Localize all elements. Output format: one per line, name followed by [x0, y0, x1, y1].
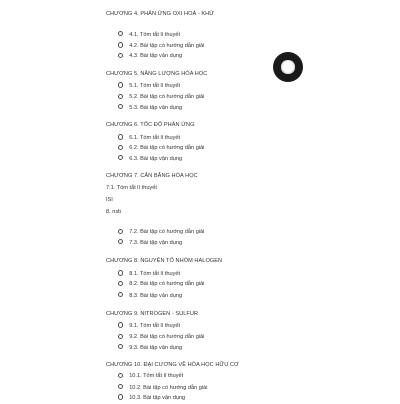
toc-item-label: CHƯƠNG 8. NGUYÊN TỐ NHÓM HALOGEN	[106, 258, 223, 265]
toc-item-label: CHƯƠNG 9. NITROGEN - SULFUR	[106, 311, 199, 317]
circle-bullet-icon	[118, 394, 123, 399]
circle-bullet-icon	[118, 94, 123, 99]
toc-chapter-link[interactable]	[106, 255, 400, 267]
toc-item-label: 8.2. Bài tập có hướng dẫn giải	[129, 281, 205, 288]
toc-section-link[interactable]	[118, 342, 400, 354]
circle-bullet-icon	[118, 145, 123, 150]
toc-item-label: 9.2. Bài tập có hướng dẫn giải	[129, 334, 205, 341]
toc-chapter-link[interactable]	[106, 8, 400, 20]
toc-item-label: 7.1. Tóm tắt lí thuyết	[106, 185, 157, 192]
toc-text[interactable]	[106, 206, 400, 218]
toc-section-link[interactable]	[118, 50, 400, 62]
toc-item-label: 5.2. Bài tập có hướng dẫn giải	[129, 94, 205, 101]
circle-bullet-icon	[118, 155, 123, 160]
toc-item-label: 10.1. Tóm tắt lí thuyết	[129, 373, 184, 380]
circle-bullet-icon	[118, 239, 123, 244]
toc-section-link[interactable]	[118, 237, 400, 249]
toc-section-link[interactable]	[118, 278, 400, 290]
circle-bullet-icon	[118, 322, 123, 327]
circle-bullet-icon	[118, 384, 123, 389]
toc-section-link[interactable]	[118, 153, 400, 165]
circle-bullet-icon	[118, 42, 123, 47]
toc-item-label: 6.3. Bài tập vận dụng	[129, 155, 183, 162]
circle-bullet-icon	[118, 104, 123, 109]
toc-item-label: 7.2. Bài tập có hướng dẫn giải	[129, 229, 205, 236]
toc-item-label: CHƯƠNG 10. ĐẠI CƯƠNG VỀ HÓA HỌC HỮU CƠ	[106, 362, 239, 369]
toc-chapter-link[interactable]	[106, 68, 400, 80]
circle-bullet-icon	[118, 82, 123, 87]
toc-item-label: CHƯƠNG 7. CÂN BẰNG HÓA HỌC	[106, 173, 198, 180]
toc-item-label: 4.2. Bài tập có hướng dẫn giải	[129, 43, 205, 49]
toc-item-label: 6.1. Tóm tắt lí thuyết	[129, 135, 181, 141]
toc-item-label: 5.1. Tóm tắt lí thuyết	[129, 83, 181, 89]
toc-item-label: 9.1. Tóm tắt lí thuyết	[129, 323, 181, 329]
toc-item-label: 4.3. Bài tập vận dụng	[129, 53, 183, 60]
toc-item-label: 4.1. Tóm tắt lí thuyết	[129, 31, 181, 38]
toc-section-link[interactable]	[118, 370, 400, 382]
toc-item-label: CHƯƠNG 6. TỐC ĐỘ PHẢN ỨNG	[106, 122, 195, 129]
circle-bullet-icon	[118, 373, 123, 378]
toc-item-label: 10.3. Bài tập vận dụng	[129, 395, 186, 401]
toc-section-link[interactable]	[118, 102, 400, 114]
toc-section-link[interactable]	[118, 290, 400, 302]
toc-item-label: 7.3. Bài tập vận dụng	[129, 239, 183, 246]
toc-item-label: 5.3. Bài tập vận dụng	[129, 104, 183, 111]
toc-text[interactable]	[106, 182, 400, 194]
toc-section-link[interactable]	[118, 392, 400, 404]
toc-section-link[interactable]	[118, 80, 400, 92]
toc-item-label: 8.1. Tóm tắt lí thuyết	[129, 271, 181, 277]
toc-item-label: ISI	[106, 196, 113, 203]
toc-section-link[interactable]	[118, 320, 400, 332]
circle-bullet-icon	[118, 229, 123, 234]
circle-bullet-icon	[118, 134, 123, 139]
circle-bullet-icon	[118, 31, 123, 36]
toc-chapter-link[interactable]	[106, 308, 400, 320]
toc-item-label: 10.2. Bài tập có hướng dẫn giải	[129, 384, 208, 391]
circle-bullet-icon	[118, 270, 123, 275]
toc-chapter-link[interactable]	[106, 359, 400, 371]
toc-item-label: 8.3. Bài tập vận dụng	[129, 292, 183, 299]
toc-item-label: 8. nsb	[106, 208, 122, 215]
toc-item-label: CHƯƠNG 5. NĂNG LƯỢNG HÓA HỌC	[106, 71, 208, 77]
circle-bullet-icon	[118, 292, 123, 297]
circle-bullet-icon	[118, 53, 123, 58]
toc-chapter-link[interactable]	[106, 170, 400, 182]
toc-item-label: CHƯƠNG 4. PHẢN ỨNG OXI HOÁ - KHỬ	[106, 11, 215, 17]
circle-bullet-icon	[118, 344, 123, 349]
toc-item-label: 6.2. Bài tập có hướng dẫn giải	[129, 145, 205, 152]
circle-bullet-icon	[118, 334, 123, 339]
toc-text[interactable]	[106, 194, 400, 206]
toc-section-link[interactable]	[118, 29, 400, 41]
toc-item-label: 9.3. Bài tập vận dụng	[129, 344, 183, 351]
toc-chapter-link[interactable]	[106, 119, 400, 131]
circle-bullet-icon	[118, 281, 123, 286]
